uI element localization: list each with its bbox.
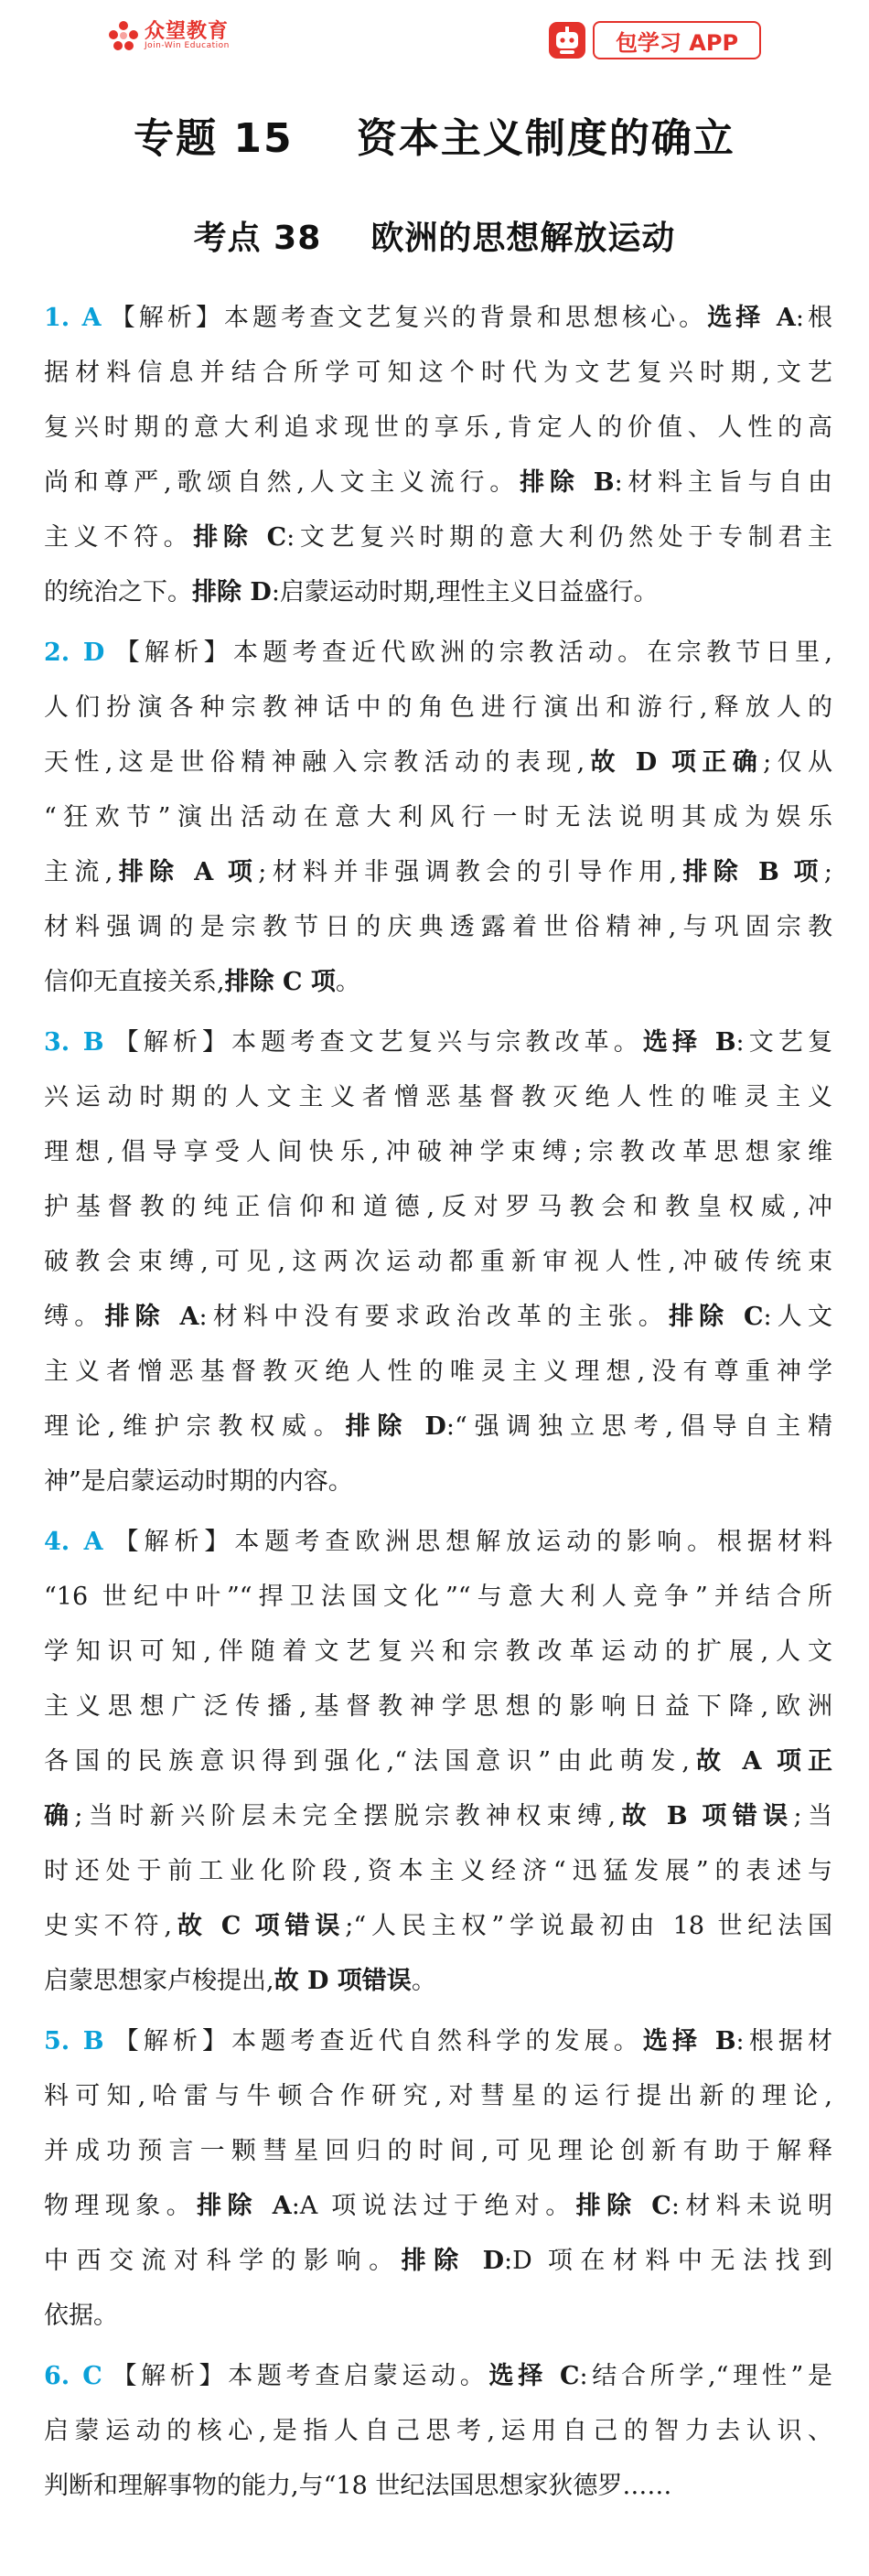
answer-text: 史实不符, bbox=[44, 1912, 172, 1940]
answer-emphasis: 确 bbox=[44, 1802, 75, 1830]
answer-text: 理想,倡导享受人间快乐,冲破神学束缚;宗教改革思想家维 bbox=[44, 1138, 832, 1166]
answer-line bbox=[44, 1015, 832, 1070]
answer-line bbox=[44, 735, 832, 790]
answer-line bbox=[44, 1734, 832, 1789]
answer-emphasis: 排除 D bbox=[345, 1412, 446, 1441]
answer-text: 主义不符。 bbox=[44, 523, 194, 552]
answer-text: 信仰无直接关系, bbox=[44, 968, 225, 996]
answer-emphasis: 选择 A bbox=[707, 304, 796, 332]
answer-emphasis: 选择 C bbox=[488, 2362, 580, 2390]
answer-text: 兴运动时期的人文主义者憎恶基督教灭绝人性的唯灵主义 bbox=[44, 1083, 832, 1111]
answer-text: :启蒙运动时期,理性主义日益盛行。 bbox=[271, 578, 659, 606]
answer-line bbox=[44, 1290, 832, 1345]
answer-text: :材料未说明 bbox=[671, 2192, 832, 2220]
answer-text: :材料中没有要求政治改革的主张。 bbox=[198, 1303, 669, 1331]
answer-text: 人们扮演各种宗教神话中的角色进行演出和游行,释放人的 bbox=[44, 693, 832, 722]
answer-text: 中西交流对科学的影响。 bbox=[44, 2247, 402, 2275]
answer-text: ;“人民主权”学说最初由 18 世纪法国 bbox=[345, 1912, 832, 1940]
answer-line bbox=[44, 1400, 832, 1454]
app-label: 包学习 APP bbox=[593, 21, 761, 59]
answer-emphasis: 排除 D bbox=[401, 2247, 505, 2275]
answer-line bbox=[44, 510, 832, 565]
answer-line bbox=[44, 790, 832, 845]
brand-name-english: Join-Win Education bbox=[145, 40, 230, 50]
answer-text: 物理现象。 bbox=[44, 2192, 198, 2220]
page-title: 专题 15 资本主义制度的确立 bbox=[134, 115, 735, 162]
answer-text: :根据材 bbox=[735, 2027, 832, 2055]
answer-text: 材料强调的是宗教节日的庆典透露着世俗精神,与巩固宗教 bbox=[44, 913, 832, 941]
answer-text: 主义思想广泛传播,基督教神学思想的影响日益下降,欧洲 bbox=[44, 1692, 832, 1721]
app-badge[interactable] bbox=[547, 18, 765, 62]
answer-emphasis: 排除 B bbox=[520, 468, 615, 497]
answer-text: 。 bbox=[411, 1967, 436, 1995]
answer-line bbox=[44, 565, 832, 620]
answer-line bbox=[44, 626, 832, 681]
answer-text: :D 项在材料中无法找到 bbox=[504, 2247, 832, 2275]
answer-line bbox=[44, 1235, 832, 1290]
answer-emphasis: 排除 C 项 bbox=[224, 968, 336, 996]
answer-line bbox=[44, 1125, 832, 1180]
answer-item bbox=[44, 1015, 832, 1509]
answer-text: 。 bbox=[335, 968, 360, 996]
answer-text: 神”是启蒙运动时期的内容。 bbox=[44, 1467, 353, 1496]
answer-line bbox=[44, 2289, 832, 2344]
answer-number: 5. B bbox=[44, 2027, 104, 2055]
answer-text: 时还处于前工业化阶段,资本主义经济“迅猛发展”的表述与 bbox=[44, 1857, 832, 1885]
answer-emphasis: 故 D 项正确 bbox=[585, 748, 764, 777]
answer-number: 3. B bbox=[44, 1028, 104, 1057]
brand-logo bbox=[108, 20, 230, 51]
answer-line bbox=[44, 845, 832, 900]
answer-text: 依据。 bbox=[44, 2302, 118, 2330]
answer-text: ;材料并非强调教会的引导作用, bbox=[258, 858, 678, 886]
answer-text: 【解析】本题考查文艺复兴与宗教改革。 bbox=[109, 1028, 643, 1057]
answer-emphasis: 选择 B bbox=[642, 2027, 736, 2055]
answer-number: 4. A bbox=[44, 1528, 103, 1556]
answer-text: 【解析】本题考查近代欧洲的宗教活动。在宗教节日里, bbox=[110, 639, 832, 667]
answer-text: 启蒙思想家卢梭提出, bbox=[44, 1967, 274, 1995]
app-robot-icon bbox=[547, 20, 587, 60]
answer-emphasis: 排除 C bbox=[193, 523, 287, 552]
answer-emphasis: 排除 C bbox=[575, 2192, 671, 2220]
answer-text: 启蒙运动的核心,是指人自己思考,运用自己的智力去认识、 bbox=[44, 2417, 832, 2445]
answer-text: 理论,维护宗教权威。 bbox=[44, 1412, 346, 1441]
page-header bbox=[0, 0, 869, 82]
answer-text: :文艺复 bbox=[735, 1028, 832, 1057]
answer-line bbox=[44, 1680, 832, 1734]
answer-number: 2. D bbox=[44, 639, 105, 667]
answer-text: “狂欢节”演出活动在意大利风行一时无法说明其成为娱乐 bbox=[44, 803, 832, 832]
answer-text: 各国的民族意识得到强化,“法国意识”由此萌发, bbox=[44, 1747, 690, 1776]
answer-text: 主义者憎恶基督教灭绝人性的唯灵主义理想,没有尊重神学 bbox=[44, 1358, 832, 1386]
answer-line bbox=[44, 2404, 832, 2459]
answer-text: 护基督教的纯正信仰和道德,反对罗马教会和教皇权威,冲 bbox=[44, 1193, 832, 1221]
answer-text: 【解析】本题考查欧洲思想解放运动的影响。根据材料 bbox=[108, 1528, 832, 1556]
answer-emphasis: 选择 B bbox=[642, 1028, 736, 1057]
answer-emphasis: 故 C 项错误 bbox=[171, 1912, 346, 1940]
answer-text: “16 世纪中叶”“捍卫法国文化”“与意大利人竞争”并结合所 bbox=[44, 1583, 832, 1611]
answer-text: :A 项说法过于绝对。 bbox=[291, 2192, 576, 2220]
answer-line bbox=[44, 2349, 832, 2404]
answer-emphasis: 排除 B 项 bbox=[677, 858, 824, 886]
answer-line bbox=[44, 955, 832, 1010]
answer-text: 尚和尊严,歌颂自然,人文主义流行。 bbox=[44, 468, 520, 497]
answer-item bbox=[44, 2349, 832, 2514]
answer-text: ;仅从 bbox=[763, 748, 832, 777]
answer-text: 复兴时期的意大利追求现世的享乐,肯定人的价值、人性的高 bbox=[44, 413, 832, 442]
answer-item bbox=[44, 626, 832, 1010]
answer-text: 【解析】本题考查文艺复兴的背景和思想核心。 bbox=[106, 304, 708, 332]
answer-text: :人文 bbox=[763, 1303, 832, 1331]
brand-name: 众望教育 bbox=[145, 19, 230, 43]
answer-text: 据材料信息并结合所学可知这个时代为文艺复兴时期,文艺 bbox=[44, 359, 832, 387]
answer-text: 天性,这是世俗精神融入宗教活动的表现, bbox=[44, 748, 585, 777]
answer-line bbox=[44, 456, 832, 510]
answer-line bbox=[44, 291, 832, 346]
answer-line bbox=[44, 2069, 832, 2124]
answer-line bbox=[44, 346, 832, 401]
answer-emphasis: 排除 A 项 bbox=[113, 858, 259, 886]
answer-line bbox=[44, 1070, 832, 1125]
answer-text: 【解析】本题考查近代自然科学的发展。 bbox=[109, 2027, 643, 2055]
answer-line bbox=[44, 1515, 832, 1570]
answer-text: :根 bbox=[795, 304, 832, 332]
answer-text: :文艺复兴时期的意大利仍然处于专制君主 bbox=[286, 523, 832, 552]
answer-text: 缚。 bbox=[44, 1303, 105, 1331]
answer-text: 主流, bbox=[44, 858, 113, 886]
answer-text: 判断和理解事物的能力,与“18 世纪法国思想家狄德罗…… bbox=[44, 2472, 672, 2500]
answer-text: ;当时新兴阶层未完全摆脱宗教神权束缚, bbox=[74, 1802, 617, 1830]
section-title: 考点 38 欧洲的思想解放运动 bbox=[193, 220, 676, 257]
answer-line bbox=[44, 2234, 832, 2289]
answer-line bbox=[44, 1625, 832, 1680]
answer-item bbox=[44, 2014, 832, 2344]
answer-line bbox=[44, 2124, 832, 2179]
answer-number: 1. A bbox=[44, 304, 102, 332]
answer-text: 学知识可知,伴随着文艺复兴和宗教改革运动的扩展,人文 bbox=[44, 1637, 832, 1666]
answer-line bbox=[44, 2014, 832, 2069]
answer-text: :结合所学,“理性”是 bbox=[579, 2362, 832, 2390]
answer-list bbox=[44, 291, 832, 2519]
answer-text: 料可知,哈雷与牛顿合作研究,对彗星的运行提出新的理论, bbox=[44, 2082, 832, 2110]
answer-line bbox=[44, 2459, 832, 2514]
answer-line bbox=[44, 1954, 832, 2009]
answer-text: :材料主旨与自由 bbox=[614, 468, 832, 497]
answer-line bbox=[44, 1570, 832, 1625]
answer-text: 并成功预言一颗彗星回归的时间,可见理论创新有助于解释 bbox=[44, 2137, 832, 2165]
answer-emphasis: 排除 A bbox=[104, 1303, 199, 1331]
answer-emphasis: 排除 C bbox=[668, 1303, 764, 1331]
answer-text: ; bbox=[823, 858, 832, 886]
answer-text: 【解析】本题考查启蒙运动。 bbox=[107, 2362, 489, 2390]
answer-text: 的统治之下。 bbox=[44, 578, 192, 606]
answer-line bbox=[44, 2179, 832, 2234]
brand-logo-icon bbox=[108, 20, 139, 51]
answer-line bbox=[44, 1454, 832, 1509]
answer-number: 6. C bbox=[44, 2362, 102, 2390]
answer-emphasis: 排除 A bbox=[197, 2192, 292, 2220]
answer-text: :“强调独立思考,倡导自主精 bbox=[445, 1412, 832, 1441]
answer-line bbox=[44, 1789, 832, 1844]
answer-line bbox=[44, 1180, 832, 1235]
answer-emphasis: 故 A 项正 bbox=[689, 1747, 832, 1776]
answer-item bbox=[44, 291, 832, 620]
answer-emphasis: 故 B 项错误 bbox=[616, 1802, 794, 1830]
answer-emphasis: 排除 D bbox=[192, 578, 272, 606]
answer-line bbox=[44, 1345, 832, 1400]
answer-line bbox=[44, 1899, 832, 1954]
answer-line bbox=[44, 900, 832, 955]
answer-item bbox=[44, 1515, 832, 2009]
answer-text: 破教会束缚,可见,这两次运动都重新审视人性,冲破传统束 bbox=[44, 1248, 832, 1276]
answer-line bbox=[44, 401, 832, 456]
answer-text: ;当 bbox=[793, 1802, 832, 1830]
answer-emphasis: 故 D 项错误 bbox=[274, 1967, 412, 1995]
answer-line bbox=[44, 681, 832, 735]
answer-line bbox=[44, 1844, 832, 1899]
